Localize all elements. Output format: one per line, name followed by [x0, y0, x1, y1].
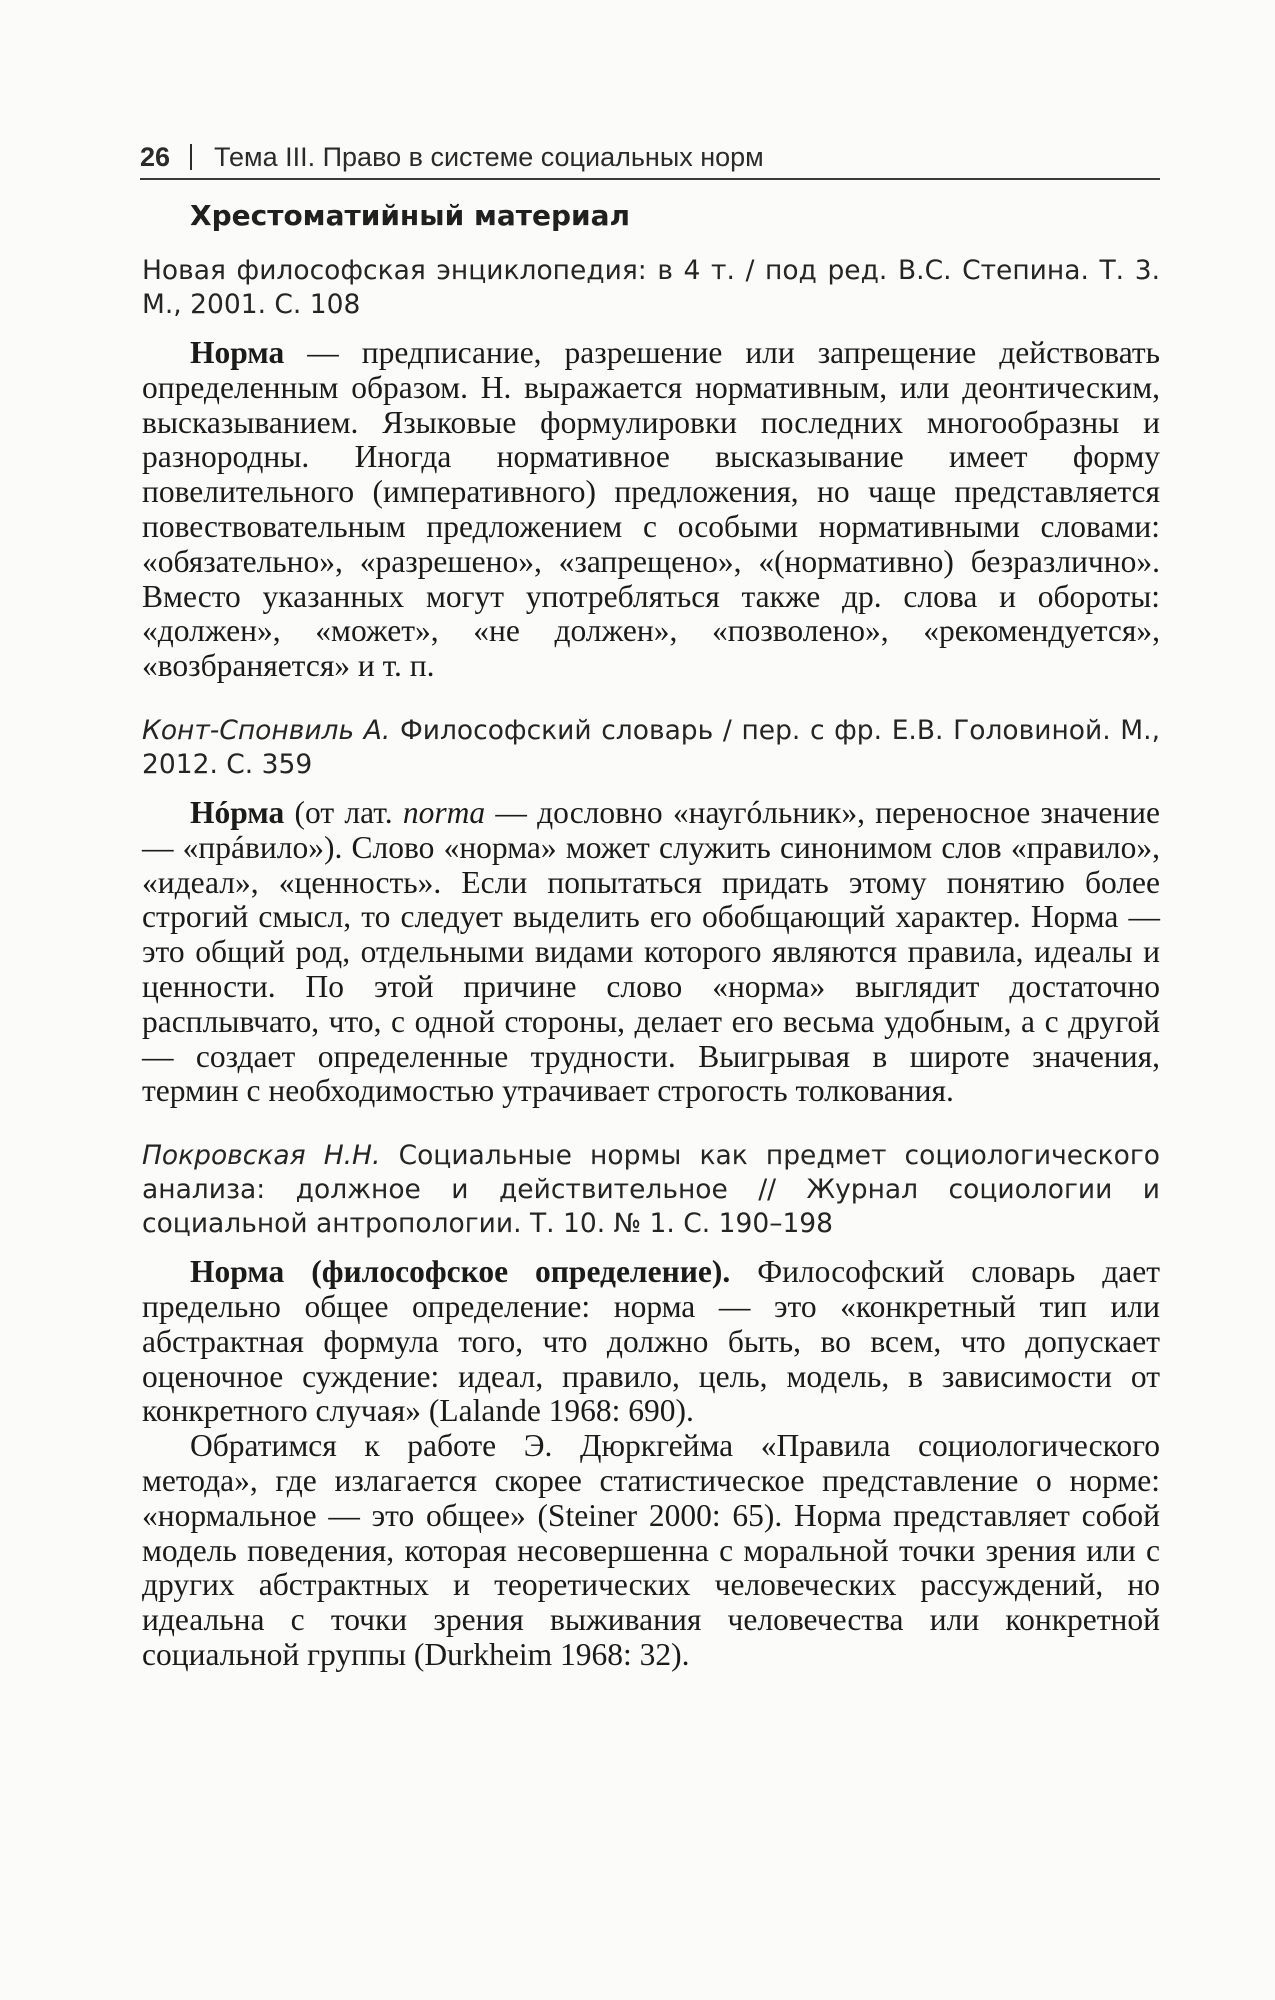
source-text: Новая философская энциклопедия: в 4 т. / под ред. В.С. Степина. Т. 3. М., 2001. С. 108 — [142, 255, 1160, 320]
page-number: 26 — [140, 142, 171, 172]
source-text: Философский словарь / пер. с фр. Е.В. Головиной. М., 2012. С. 359 — [142, 714, 1160, 780]
term: Норма — [190, 335, 285, 370]
latin-word: norma — [402, 794, 486, 830]
term: Нóрма — [190, 794, 285, 830]
definition-text: Философский словарь дает предельно общее определение: норма — это «конкретный тип или абстрактная формула того, что должно быть, во всем, что допускает оценочное суждение: идеал, правило, цель, модель, в зависимости от конкретного случая» (Lalande 1968: 690). — [142, 1254, 1161, 1429]
running-title: Тема III. Право в системе социальных норм — [214, 142, 764, 172]
source-reference-1 — [142, 254, 1160, 322]
entry-paragraph-3 — [142, 1255, 1160, 1429]
entry-paragraph-2 — [142, 796, 1160, 1109]
term: Норма (философское определение). — [190, 1254, 731, 1290]
source-author: Покровская Н.Н. — [142, 1140, 381, 1172]
entry-paragraph-3b: Обратимся к работе Э. Дюркгейма «Правила социологического метода», где излагается скорее статистическое представление о норме: «нормальное — это общее» (Steiner 2000: 65). Норма представляет собой модель поведения, которая несовершенна с моральной точки зрения или с других абстрактных и теоретических человеческих рассуждений, но идеальна с точки зрения выживания человечества или конкретной социальной группы (Durkheim 1968: 32). — [142, 1428, 1160, 1672]
definition-text: — предписание, разрешение или запрещение действовать определенным образом. Н. выражается нормативным, или деонтическим, высказыванием. Языковые формулировки последних многообразны и разнородны. Иногда нормативное высказывание имеет форму повелительного (императивного) предложения, но чаще представляется повествовательным предложением с особыми нормативными словами: «обязательно», «разрешено», «запрещено», «(нормативно) безразлично». Вместо указанных могут употребляться также др. слова и обороты: «должен», «может», «не должен», «позволено», «рекомендуется», «возбраняется» и т. п. — [142, 335, 1160, 684]
running-header — [140, 136, 1160, 180]
section-title: Хрестоматийный материал — [190, 199, 631, 232]
definition-text: — дословно «наугóльник», переносное значение — «прáвило»). Слово «норма» может служить синонимом слов «правило», «идеал», «ценность». Если попытаться придать этому понятию более строгий смысл, то следует выделить его обобщающий характер. Норма — это общий род, отдельными видами которого являются правила, идеалы и ценности. По этой причине слово «норма» выглядит достаточно расплывчато, что, с одной стороны, делает его весьма удобным, а с другой — создает определенные трудности. Выигрывая в широте значения, термин с необходимостью утрачивает строгость толкования. — [142, 794, 1161, 1109]
source-reference-2 — [142, 714, 1160, 782]
text-before-italic: (от лат. — [284, 794, 403, 830]
source-reference-3 — [142, 1139, 1160, 1241]
source-text: Социальные нормы как предмет социологического анализа: должное и действительное // Журнал социологии и социальной антропологии. Т. 10. № 1. С. 190–198 — [142, 1140, 1160, 1240]
header-separator — [190, 144, 192, 170]
entry-paragraph-1 — [142, 336, 1160, 684]
page-content — [142, 192, 1160, 1673]
source-author: Конт-Спонвиль А. — [142, 714, 391, 746]
